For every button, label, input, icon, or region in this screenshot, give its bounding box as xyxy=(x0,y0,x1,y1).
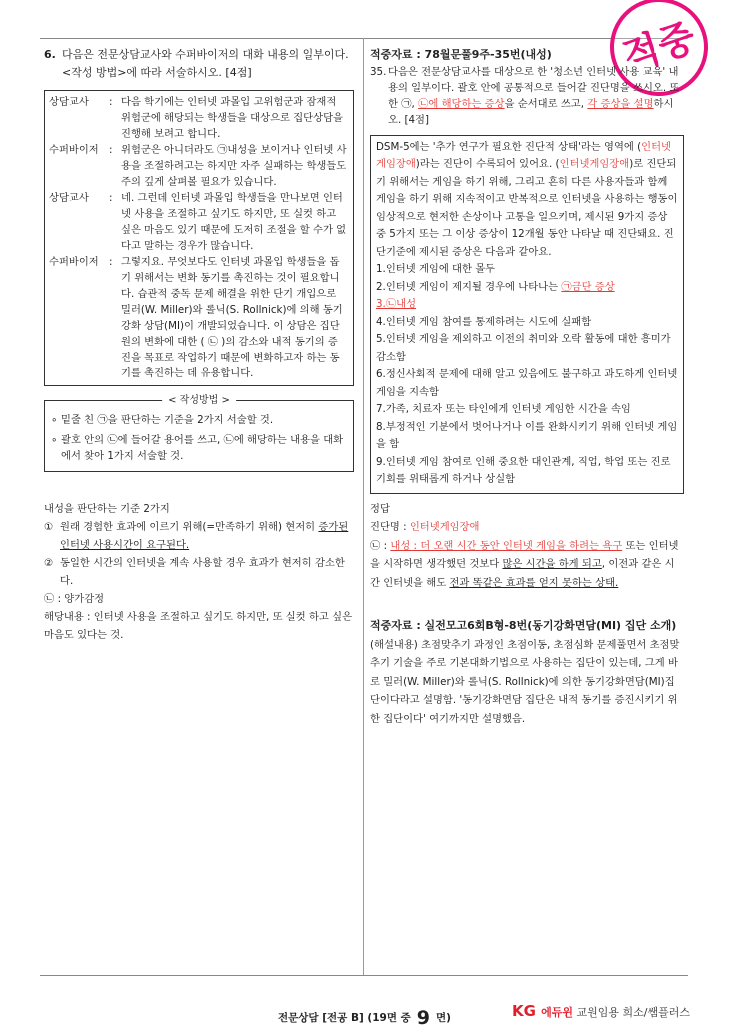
symptom-item: 3.㉡내성 xyxy=(376,298,417,311)
question-35: 35. 다음은 전문상담교사를 대상으로 한 '청소년 인터넷 사용 교육' 내용의 일부이다. 괄호 안에 공통적으로 들어갈 진단명을 쓰시오. 또한 ㉠, ㉡에 해당하는 증상을 순서대로 쓰고, 각 증상을 설명하시오. [4점] xyxy=(370,66,680,126)
speaker: 수퍼바이저 xyxy=(49,255,99,268)
answer-label: 정답 xyxy=(370,502,390,515)
answer-block xyxy=(370,500,684,593)
dsm-intro: DSM-5에는 '추가 연구가 필요한 진단적 상태'라는 영역에 (인터넷게임장애)라는 진단이 수록되어 있어요. (인터넷게임장애)로 진단되기 위해서는 게임을 하기 위해, 그리고 흔히 다른 사용자들과 함께 게임을 하기 위해 지속적이고 반복적으로 인터넷을 사용하는 행동이 임상적으로 현저한 손상이나 고통을 일으키며, 제시된 9가지 증상 중 5가지 또는 그 이상 증상이 12개월 동안 나타날 때 진단돼요. 진단기준에 제시된 증상은 다음과 같아요. xyxy=(376,140,678,258)
column-divider xyxy=(363,38,364,975)
symptom-item: 2.인터넷 게임이 제지될 경우에 나타나는 ㉠금단 증상 xyxy=(376,280,615,293)
bottom-rule xyxy=(40,975,688,976)
symptom-item: 1.인터넷 게임에 대한 몰두 xyxy=(376,263,496,276)
symptom-item: 4.인터넷 게임 참여를 통제하려는 시도에 실패함 xyxy=(376,315,592,328)
answer-item: ② 동일한 시간의 인터넷을 계속 사용할 경우 효과가 현저히 감소한다. xyxy=(44,557,345,588)
dialogue-row: 상담교사 : 다음 학기에는 인터넷 과몰입 고위험군과 잠재적 위험군에 해당되는 학생들을 대상으로 집단상담을 진행해 보려고 합니다. xyxy=(49,95,347,143)
kg-logo-icon: KG xyxy=(512,1002,536,1020)
dialogue-row: 수퍼바이저 : 그렇지요. 무엇보다도 인터넷 과몰입 학생들을 돕기 위해서는 변화 동기를 촉진하는 것이 필요합니다. 습관적 중독 문제 해결을 위한 단기 개입으로 밀러(W. Miller)와 롤닉(S. Rollnick)에 의해 동기강화 상담(MI)이 개발되었습니다. 이 상담은 집단원의 변화에 대한 ( ㉡ )의 감소와 내적 동기의 증진을 목표로 작업하기 때문에 변화하고자 하는 동기를 촉진하는 데 유용합니다. xyxy=(49,255,347,383)
guide-title: < 작성방법 > xyxy=(162,393,236,409)
symptom-item: 9.인터넷 게임 참여로 인해 중요한 대인관계, 직업, 학업 또는 진로 기회를 위태롭게 하거나 상실함 xyxy=(376,455,671,486)
speaker: 상담교사 xyxy=(49,192,89,204)
utterance: 위험군은 아니더라도 ㉠내성을 보이거나 인터넷 사용을 조절하려고는 하지만 자주 실패하는 학생들도 주의 깊게 살펴볼 필요가 있습니다. xyxy=(121,144,347,189)
writing-guide-box xyxy=(44,395,354,472)
answer-content: 해당내용 : 인터넷 사용을 조절하고 싶기도 하지만, 또 실컷 하고 싶은 마음도 있다는 것. xyxy=(44,611,353,642)
utterance: 그렇지요. 무엇보다도 인터넷 과몰입 학생들을 돕기 위해서는 변화 동기를 촉진하는 것이 필요합니다. 습관적 중독 문제 해결을 위한 단기 개입으로 밀러(W. Miller)와 롤닉(S. Rollnick)에 의해 동기강화 상담(MI)이 개발되었습니다. 이 상담은 집단원의 변화에 대한 ( ㉡ )의 감소와 내적 동기의 증진을 목표로 작업하기 때문에 변화하고자 하는 동기를 촉진하는 데 유용합니다. xyxy=(121,255,343,380)
page-number: 9 xyxy=(416,1007,431,1029)
footer xyxy=(0,995,730,1029)
source-title-1: 적중자료 : 78월문풀9주-35번(내성) xyxy=(370,48,552,61)
dialogue-row: 수퍼바이저 : 위험군은 아니더라도 ㉠내성을 보이거나 인터넷 사용을 조절하려고는 하지만 자주 실패하는 학생들도 주의 깊게 살펴볼 필요가 있습니다. xyxy=(49,143,347,191)
right-column xyxy=(370,46,684,728)
speaker: 수퍼바이저 xyxy=(49,144,99,157)
top-rule xyxy=(40,38,688,39)
diagnosis-line: 진단명 : 인터넷게임장애 xyxy=(370,521,480,534)
page-indicator: 전문상담 [전공 B] (19면 중 9 면) xyxy=(278,1007,451,1029)
speaker: 상담교사 xyxy=(49,96,89,109)
utterance: 네. 그런데 인터넷 과몰입 학생들을 만나보면 인터넷 사용을 조절하고 싶기도 하지만, 또 실컷 하고 싶은 마음도 있기 때문에 도저히 조절을 할 수가 없다고 말하는 경우가 많습니다. xyxy=(121,192,347,252)
answer-term: ㉡ : 양가감정 xyxy=(44,593,105,606)
symptom-item: 8.부정적인 기분에서 벗어나거나 이를 완화시키기 위해 인터넷 게임을 함 xyxy=(376,420,678,451)
answer-heading: 내성을 판단하는 기준 2가지 xyxy=(44,503,170,516)
question-6-header xyxy=(44,46,354,82)
question-prompt: 다음은 전문상담교사와 수퍼바이저의 대화 내용의 일부이다. <작성 방법>에 따라 서술하시오. [4점] xyxy=(62,48,349,80)
symptom-item: 6.정신사회적 문제에 대해 알고 있음에도 불구하고 과도하게 인터넷 게임을 지속함 xyxy=(376,368,678,398)
guide-item: ∘ 괄호 안의 ㉡에 들어갈 용어를 쓰고, ㉡에 해당하는 내용을 대화에서 찾아 1가지 서술할 것. xyxy=(51,434,344,463)
publisher-logo: KG 에듀윈 교원임용 희소/쌤플러스 xyxy=(512,1002,691,1020)
left-column xyxy=(44,46,354,644)
dialogue-box xyxy=(44,90,354,386)
dsm-box xyxy=(370,135,684,494)
symptom-item: 5.인터넷 게임을 제외하고 이전의 취미와 오락 활동에 대한 흥미가 감소함 xyxy=(376,333,671,363)
explanation: (해설내용) 초점맞추기 과정인 초점이동, 초점심화 문제풀면서 초점맞추기 기술을 주로 기본대화기법으로 사용하는 집단이 있는데, 그게 바로 밀러(W. Miller)와 롤닉(S. Rollnick)에 의한 동기강화면담(MI)집단이다라고 설명함. '동기강화면담 집단은 내적 동기를 증진시키기 위한 집단이다' 여기까지만 설명했음. xyxy=(370,638,680,725)
symptom-item: 7.가족, 치료자 또는 타인에게 인터넷 게임한 시간을 속임 xyxy=(376,403,631,416)
question-number: 6. xyxy=(44,48,56,61)
guide-item: ∘ 밑줄 친 ㉠을 판단하는 기준을 2가지 서술할 것. xyxy=(51,414,274,427)
utterance: 다음 학기에는 인터넷 과몰입 고위험군과 잠재적 위험군에 해당되는 학생들을 대상으로 집단상담을 진행해 보려고 합니다. xyxy=(121,96,343,141)
answer-section xyxy=(44,500,354,644)
tolerance-line: ㉡ : 내성 : 더 오랜 시간 동안 인터넷 게임을 하려는 욕구 또는 인터넷을 시작하면 생각했던 것보다 많은 시간을 하게 되고, 이전과 같은 시간 인터넷을 해도 전과 똑같은 효과를 얻지 못하는 상태. xyxy=(370,539,679,589)
dialogue-row: 상담교사 : 네. 그런데 인터넷 과몰입 학생들을 만나보면 인터넷 사용을 조절하고 싶기도 하지만, 또 실컷 하고 싶은 마음도 있기 때문에 도저히 조절을 할 수가 없다고 말하는 경우가 많습니다. xyxy=(49,191,347,255)
hit-stamp: 적중 xyxy=(597,0,720,109)
answer-item: ① 원래 경험한 효과에 이르기 위해(=만족하기 위해) 현저히 증가된 인터넷 사용시간이 요구된다. xyxy=(44,521,349,552)
source-title-2: 적중자료 : 실전모고6회B형-8번(동기강화면담(MI) 집단 소개) xyxy=(370,618,677,632)
